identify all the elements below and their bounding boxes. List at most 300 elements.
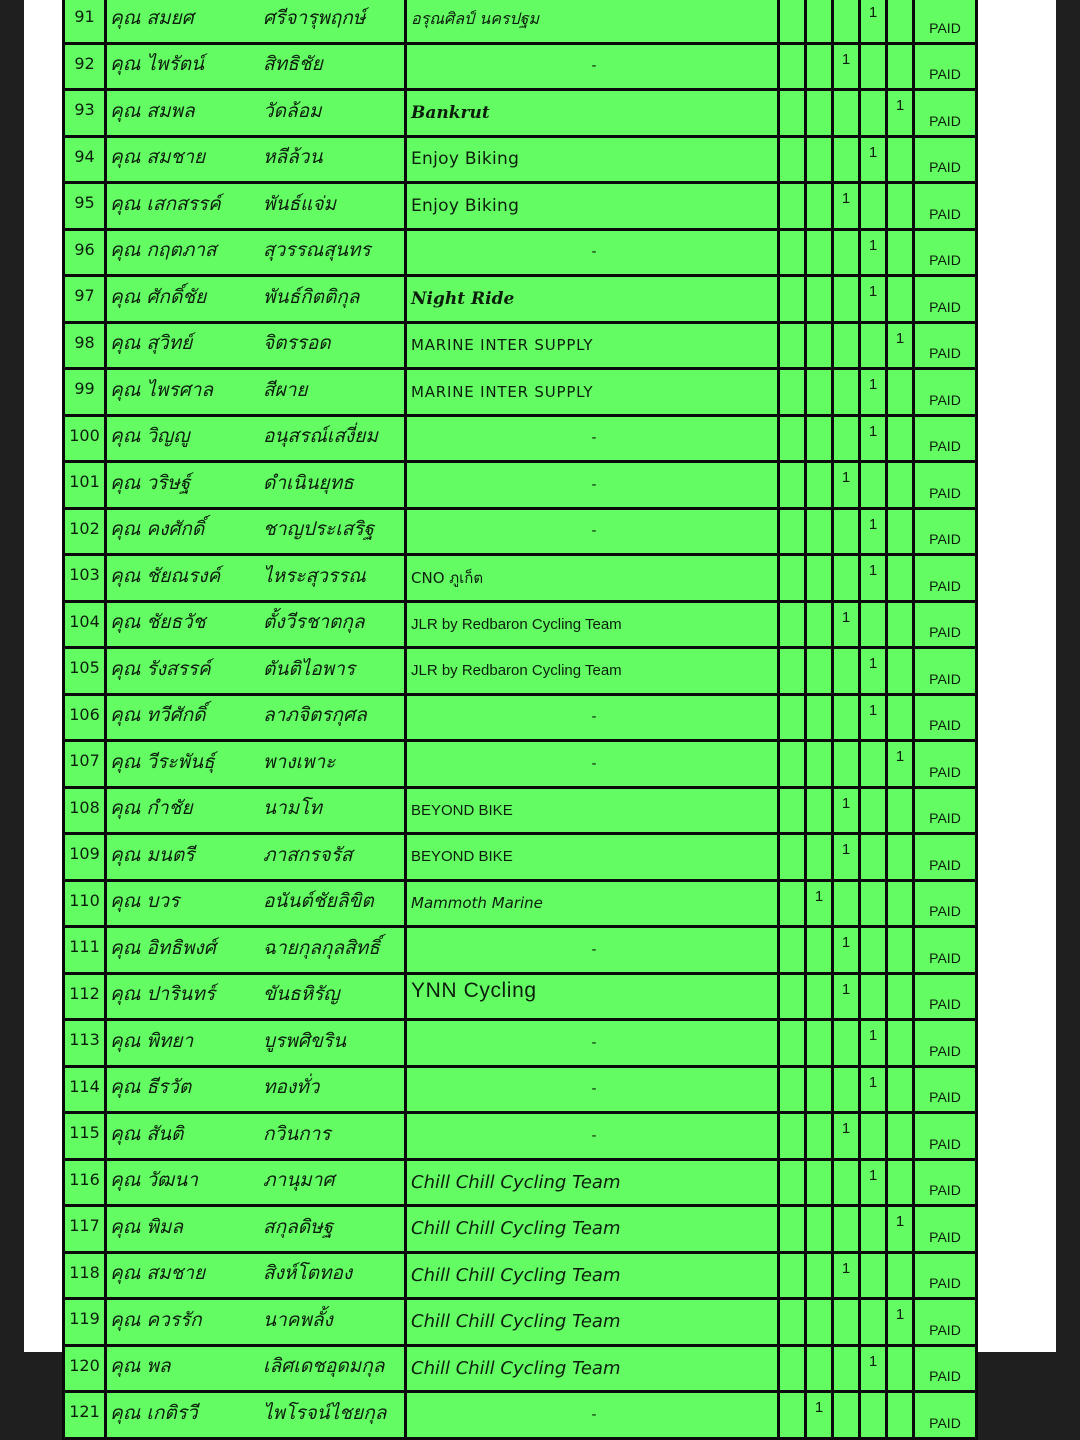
- category-mark-5: [887, 834, 914, 881]
- category-mark-1: [779, 1020, 806, 1067]
- category-mark-3: [833, 1345, 860, 1392]
- table-row: [64, 508, 977, 555]
- payment-status: PAID: [914, 229, 977, 276]
- first-name: คุณ ไพรศาล: [106, 369, 259, 416]
- table-row: [64, 973, 977, 1020]
- category-mark-4: 1: [860, 648, 887, 695]
- category-mark-5: [887, 1020, 914, 1067]
- category-mark-4: [860, 1392, 887, 1439]
- category-mark-3: [833, 694, 860, 741]
- category-mark-1: [779, 136, 806, 183]
- category-mark-2: [806, 834, 833, 881]
- last-name: ขันธหิรัญ: [259, 973, 406, 1020]
- category-mark-1: [779, 1345, 806, 1392]
- category-mark-3: [833, 648, 860, 695]
- first-name: คุณ สุวิทย์: [106, 322, 259, 369]
- table-row: [64, 415, 977, 462]
- category-mark-2: [806, 601, 833, 648]
- table-row: [64, 648, 977, 695]
- category-mark-4: 1: [860, 229, 887, 276]
- category-mark-5: [887, 601, 914, 648]
- category-mark-1: [779, 880, 806, 927]
- table-row: [64, 183, 977, 230]
- last-name: บูรพศิขริน: [259, 1020, 406, 1067]
- payment-status: PAID: [914, 1299, 977, 1346]
- document-page: [24, 0, 1056, 1431]
- last-name: ฉายกุลกุลสิทธิ์: [259, 927, 406, 974]
- table-row: [64, 787, 977, 834]
- category-mark-2: [806, 229, 833, 276]
- row-number: 121: [64, 1392, 106, 1439]
- category-mark-2: [806, 1159, 833, 1206]
- first-name: คุณ ชัยธวัช: [106, 601, 259, 648]
- first-name: คุณ พล: [106, 1345, 259, 1392]
- category-mark-4: [860, 927, 887, 974]
- last-name: สุวรรณสุนทร: [259, 229, 406, 276]
- category-mark-2: [806, 90, 833, 137]
- team-name: -: [406, 1113, 779, 1160]
- category-mark-2: [806, 1206, 833, 1253]
- category-mark-5: [887, 555, 914, 602]
- category-mark-2: [806, 276, 833, 323]
- team-name: Chill Chill Cycling Team: [406, 1252, 779, 1299]
- last-name: จิตรรอด: [259, 322, 406, 369]
- category-mark-5: [887, 183, 914, 230]
- category-mark-1: [779, 322, 806, 369]
- payment-status: PAID: [914, 1392, 977, 1439]
- category-mark-1: [779, 90, 806, 137]
- category-mark-1: [779, 229, 806, 276]
- category-mark-3: 1: [833, 601, 860, 648]
- table-row: [64, 601, 977, 648]
- table-row: [64, 276, 977, 323]
- category-mark-5: 1: [887, 322, 914, 369]
- category-mark-3: [833, 136, 860, 183]
- last-name: สีผาย: [259, 369, 406, 416]
- row-number: 109: [64, 834, 106, 881]
- category-mark-4: [860, 462, 887, 509]
- category-mark-2: 1: [806, 1392, 833, 1439]
- first-name: คุณ กำชัย: [106, 787, 259, 834]
- payment-status: PAID: [914, 0, 977, 43]
- table-row: [64, 1252, 977, 1299]
- payment-status: PAID: [914, 90, 977, 137]
- category-mark-2: [806, 973, 833, 1020]
- category-mark-3: [833, 90, 860, 137]
- last-name: เลิศเดชอุดมกุล: [259, 1345, 406, 1392]
- category-mark-3: [833, 415, 860, 462]
- category-mark-2: [806, 322, 833, 369]
- first-name: คุณ วริษฐ์: [106, 462, 259, 509]
- table-row: [64, 0, 977, 43]
- row-number: 107: [64, 741, 106, 788]
- team-name: BEYOND BIKE: [406, 834, 779, 881]
- category-mark-1: [779, 648, 806, 695]
- category-mark-4: [860, 741, 887, 788]
- table-row: [64, 1020, 977, 1067]
- payment-status: PAID: [914, 741, 977, 788]
- category-mark-3: [833, 555, 860, 602]
- row-number: 92: [64, 43, 106, 90]
- category-mark-4: 1: [860, 369, 887, 416]
- row-number: 103: [64, 555, 106, 602]
- category-mark-4: 1: [860, 1066, 887, 1113]
- table-row: [64, 555, 977, 602]
- payment-status: PAID: [914, 973, 977, 1020]
- team-name: JLR by Redbaron Cycling Team: [406, 601, 779, 648]
- category-mark-3: 1: [833, 1252, 860, 1299]
- category-mark-3: [833, 276, 860, 323]
- category-mark-2: [806, 415, 833, 462]
- category-mark-1: [779, 787, 806, 834]
- last-name: พันธ์แจ่ม: [259, 183, 406, 230]
- category-mark-1: [779, 183, 806, 230]
- category-mark-2: [806, 462, 833, 509]
- row-number: 97: [64, 276, 106, 323]
- category-mark-2: [806, 694, 833, 741]
- category-mark-4: 1: [860, 415, 887, 462]
- category-mark-4: [860, 1113, 887, 1160]
- category-mark-5: [887, 927, 914, 974]
- payment-status: PAID: [914, 1206, 977, 1253]
- row-number: 93: [64, 90, 106, 137]
- category-mark-3: [833, 369, 860, 416]
- payment-status: PAID: [914, 880, 977, 927]
- category-mark-2: [806, 1345, 833, 1392]
- first-name: คุณ ทวีศักดิ์: [106, 694, 259, 741]
- payment-status: PAID: [914, 276, 977, 323]
- category-mark-3: 1: [833, 973, 860, 1020]
- payment-status: PAID: [914, 694, 977, 741]
- last-name: ศรีจารุพฤกษ์: [259, 0, 406, 43]
- category-mark-1: [779, 741, 806, 788]
- category-mark-4: 1: [860, 1020, 887, 1067]
- team-name: CNO ภูเก็ต: [406, 555, 779, 602]
- first-name: คุณ บวร: [106, 880, 259, 927]
- category-mark-4: 1: [860, 555, 887, 602]
- category-mark-3: [833, 1066, 860, 1113]
- row-number: 98: [64, 322, 106, 369]
- table-row: [64, 1299, 977, 1346]
- payment-status: PAID: [914, 369, 977, 416]
- first-name: คุณ วีระพันธุ์: [106, 741, 259, 788]
- team-name: -: [406, 741, 779, 788]
- team-name: -: [406, 462, 779, 509]
- category-mark-3: 1: [833, 787, 860, 834]
- category-mark-5: [887, 369, 914, 416]
- row-number: 99: [64, 369, 106, 416]
- category-mark-1: [779, 276, 806, 323]
- last-name: สกุลดิษฐ: [259, 1206, 406, 1253]
- row-number: 100: [64, 415, 106, 462]
- row-number: 113: [64, 1020, 106, 1067]
- category-mark-5: 1: [887, 741, 914, 788]
- category-mark-1: [779, 1206, 806, 1253]
- last-name: นามโท: [259, 787, 406, 834]
- row-number: 108: [64, 787, 106, 834]
- category-mark-2: [806, 648, 833, 695]
- category-mark-5: 1: [887, 1206, 914, 1253]
- category-mark-5: [887, 648, 914, 695]
- category-mark-3: [833, 508, 860, 555]
- first-name: คุณ คงศักดิ์: [106, 508, 259, 555]
- category-mark-1: [779, 0, 806, 43]
- category-mark-2: [806, 555, 833, 602]
- category-mark-4: [860, 880, 887, 927]
- row-number: 112: [64, 973, 106, 1020]
- category-mark-3: [833, 322, 860, 369]
- payment-status: PAID: [914, 648, 977, 695]
- first-name: คุณ พิทยา: [106, 1020, 259, 1067]
- category-mark-1: [779, 1159, 806, 1206]
- category-mark-2: [806, 741, 833, 788]
- last-name: วัดล้อม: [259, 90, 406, 137]
- team-name: -: [406, 927, 779, 974]
- category-mark-5: [887, 0, 914, 43]
- team-name: -: [406, 1392, 779, 1439]
- category-mark-1: [779, 1252, 806, 1299]
- table-row: [64, 229, 977, 276]
- category-mark-1: [779, 43, 806, 90]
- first-name: คุณ ปารินทร์: [106, 973, 259, 1020]
- category-mark-3: [833, 0, 860, 43]
- payment-status: PAID: [914, 462, 977, 509]
- category-mark-3: 1: [833, 462, 860, 509]
- table-row: [64, 1392, 977, 1439]
- category-mark-5: [887, 694, 914, 741]
- team-name: Chill Chill Cycling Team: [406, 1206, 779, 1253]
- category-mark-4: 1: [860, 508, 887, 555]
- first-name: คุณ สมยศ: [106, 0, 259, 43]
- row-number: 110: [64, 880, 106, 927]
- row-number: 94: [64, 136, 106, 183]
- category-mark-1: [779, 555, 806, 602]
- first-name: คุณ รังสรรค์: [106, 648, 259, 695]
- last-name: ดำเนินยุทธ: [259, 462, 406, 509]
- first-name: คุณ ชัยณรงค์: [106, 555, 259, 602]
- first-name: คุณ วิญญู: [106, 415, 259, 462]
- row-number: 119: [64, 1299, 106, 1346]
- team-name: -: [406, 229, 779, 276]
- category-mark-3: [833, 880, 860, 927]
- first-name: คุณ ศักดิ์ชัย: [106, 276, 259, 323]
- team-name: Chill Chill Cycling Team: [406, 1345, 779, 1392]
- last-name: ทองทั่ว: [259, 1066, 406, 1113]
- category-mark-4: 1: [860, 0, 887, 43]
- table-row: [64, 927, 977, 974]
- table-row: [64, 694, 977, 741]
- last-name: อนันต์ชัยลิขิต: [259, 880, 406, 927]
- category-mark-3: [833, 1020, 860, 1067]
- table-row: [64, 43, 977, 90]
- last-name: อนุสรณ์เสงี่ยม: [259, 415, 406, 462]
- team-name: -: [406, 1066, 779, 1113]
- category-mark-3: 1: [833, 834, 860, 881]
- category-mark-5: [887, 229, 914, 276]
- row-number: 118: [64, 1252, 106, 1299]
- team-name: MARINE INTER SUPPLY: [406, 322, 779, 369]
- payment-status: PAID: [914, 1345, 977, 1392]
- row-number: 114: [64, 1066, 106, 1113]
- category-mark-5: [887, 136, 914, 183]
- table-row: [64, 1066, 977, 1113]
- row-number: 116: [64, 1159, 106, 1206]
- payment-status: PAID: [914, 555, 977, 602]
- payment-status: PAID: [914, 1159, 977, 1206]
- category-mark-4: [860, 1206, 887, 1253]
- team-name: -: [406, 415, 779, 462]
- last-name: ตันติไอพาร: [259, 648, 406, 695]
- category-mark-4: 1: [860, 1345, 887, 1392]
- category-mark-1: [779, 927, 806, 974]
- payment-status: PAID: [914, 43, 977, 90]
- category-mark-5: [887, 462, 914, 509]
- last-name: พันธ์กิตติกุล: [259, 276, 406, 323]
- table-row: [64, 880, 977, 927]
- team-name: -: [406, 1020, 779, 1067]
- category-mark-2: [806, 1066, 833, 1113]
- category-mark-2: [806, 1020, 833, 1067]
- row-number: 101: [64, 462, 106, 509]
- first-name: คุณ สมชาย: [106, 136, 259, 183]
- category-mark-2: [806, 1252, 833, 1299]
- category-mark-1: [779, 1299, 806, 1346]
- payment-status: PAID: [914, 1066, 977, 1113]
- payment-status: PAID: [914, 1113, 977, 1160]
- category-mark-2: [806, 787, 833, 834]
- first-name: คุณ มนตรี: [106, 834, 259, 881]
- row-number: 106: [64, 694, 106, 741]
- category-mark-5: [887, 508, 914, 555]
- category-mark-4: [860, 973, 887, 1020]
- team-name: -: [406, 43, 779, 90]
- category-mark-2: [806, 0, 833, 43]
- first-name: คุณ สมชาย: [106, 1252, 259, 1299]
- team-name: -: [406, 508, 779, 555]
- row-number: 95: [64, 183, 106, 230]
- team-name: Bankrut: [406, 90, 779, 137]
- category-mark-1: [779, 1066, 806, 1113]
- first-name: คุณ เกติรวี: [106, 1392, 259, 1439]
- table-row: [64, 369, 977, 416]
- category-mark-4: [860, 787, 887, 834]
- last-name: ชาญประเสริฐ: [259, 508, 406, 555]
- category-mark-4: [860, 1252, 887, 1299]
- payment-status: PAID: [914, 787, 977, 834]
- last-name: ตั้งวีรชาตกุล: [259, 601, 406, 648]
- payment-status: PAID: [914, 183, 977, 230]
- category-mark-2: [806, 508, 833, 555]
- category-mark-5: [887, 43, 914, 90]
- last-name: ไหระสุวรรณ: [259, 555, 406, 602]
- first-name: คุณ ธีรวัต: [106, 1066, 259, 1113]
- category-mark-5: 1: [887, 1299, 914, 1346]
- last-name: กวินการ: [259, 1113, 406, 1160]
- category-mark-2: 1: [806, 880, 833, 927]
- row-number: 102: [64, 508, 106, 555]
- category-mark-4: [860, 43, 887, 90]
- first-name: คุณ กฤตภาส: [106, 229, 259, 276]
- category-mark-5: [887, 415, 914, 462]
- table-row: [64, 741, 977, 788]
- category-mark-3: 1: [833, 1113, 860, 1160]
- team-name: Mammoth Marine: [406, 880, 779, 927]
- category-mark-4: 1: [860, 136, 887, 183]
- category-mark-1: [779, 694, 806, 741]
- first-name: คุณ อิทธิพงศ์: [106, 927, 259, 974]
- category-mark-5: [887, 1066, 914, 1113]
- last-name: ภานุมาศ: [259, 1159, 406, 1206]
- category-mark-3: [833, 229, 860, 276]
- category-mark-5: [887, 973, 914, 1020]
- category-mark-3: [833, 1299, 860, 1346]
- last-name: พางเพาะ: [259, 741, 406, 788]
- row-number: 115: [64, 1113, 106, 1160]
- team-name: JLR by Redbaron Cycling Team: [406, 648, 779, 695]
- category-mark-4: [860, 90, 887, 137]
- team-name: MARINE INTER SUPPLY: [406, 369, 779, 416]
- category-mark-5: [887, 1392, 914, 1439]
- category-mark-1: [779, 462, 806, 509]
- team-name: Enjoy Biking: [406, 136, 779, 183]
- table-row: [64, 1159, 977, 1206]
- category-mark-3: [833, 1206, 860, 1253]
- table-row: [64, 322, 977, 369]
- payment-status: PAID: [914, 508, 977, 555]
- category-mark-3: [833, 1159, 860, 1206]
- category-mark-1: [779, 369, 806, 416]
- category-mark-1: [779, 834, 806, 881]
- category-mark-5: [887, 1345, 914, 1392]
- category-mark-5: [887, 787, 914, 834]
- category-mark-2: [806, 136, 833, 183]
- first-name: คุณ ไพรัตน์: [106, 43, 259, 90]
- category-mark-3: [833, 1392, 860, 1439]
- category-mark-3: 1: [833, 183, 860, 230]
- team-name: YNN Cycling: [406, 973, 779, 1020]
- category-mark-5: 1: [887, 90, 914, 137]
- first-name: คุณ สันติ: [106, 1113, 259, 1160]
- category-mark-4: [860, 322, 887, 369]
- category-mark-4: 1: [860, 694, 887, 741]
- last-name: ไพโรจน์ไชยกุล: [259, 1392, 406, 1439]
- category-mark-4: 1: [860, 1159, 887, 1206]
- last-name: หลีล้วน: [259, 136, 406, 183]
- category-mark-2: [806, 1113, 833, 1160]
- last-name: ลาภจิตรกุศล: [259, 694, 406, 741]
- team-name: Chill Chill Cycling Team: [406, 1299, 779, 1346]
- table-row: [64, 1345, 977, 1392]
- first-name: คุณ พิมล: [106, 1206, 259, 1253]
- team-name: อรุณศิลป์ นครปฐม: [406, 0, 779, 43]
- category-mark-1: [779, 508, 806, 555]
- first-name: คุณ สมพล: [106, 90, 259, 137]
- category-mark-2: [806, 1299, 833, 1346]
- category-mark-4: [860, 834, 887, 881]
- team-name: Enjoy Biking: [406, 183, 779, 230]
- category-mark-4: [860, 1299, 887, 1346]
- row-number: 104: [64, 601, 106, 648]
- team-name: Chill Chill Cycling Team: [406, 1159, 779, 1206]
- category-mark-4: 1: [860, 276, 887, 323]
- table-row: [64, 1206, 977, 1253]
- category-mark-5: [887, 276, 914, 323]
- category-mark-2: [806, 927, 833, 974]
- category-mark-2: [806, 43, 833, 90]
- category-mark-5: [887, 880, 914, 927]
- payment-status: PAID: [914, 834, 977, 881]
- table-row: [64, 90, 977, 137]
